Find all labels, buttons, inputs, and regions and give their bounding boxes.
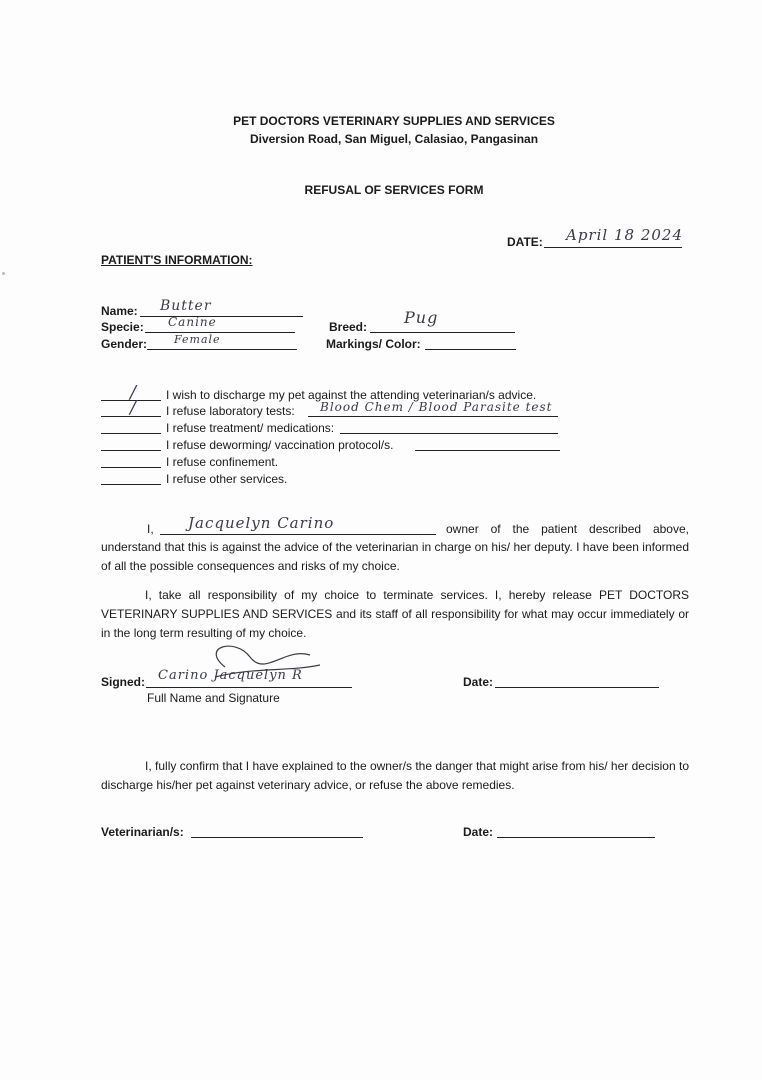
option-5-blank[interactable]: [101, 467, 161, 468]
gender-line: [147, 349, 297, 350]
company-name: PET DOCTORS VETERINARY SUPPLIES AND SERVICES: [233, 114, 555, 128]
statement1-line1: owner of the patient described above,: [446, 522, 689, 536]
option-2-text: I refuse laboratory tests:: [166, 404, 295, 418]
option-3-detail-line: [340, 433, 558, 434]
signed-label: Signed:: [101, 675, 145, 689]
date-value: April 18 2024: [566, 226, 683, 244]
option-3-text: I refuse treatment/ medications:: [166, 421, 335, 435]
statement1-prefix: I,: [147, 522, 154, 536]
statement1-text: understand that this is against the advice of the veterinarian in charge on his/ her deputy. I have been informed of all the possible consequences and risks of my choice.: [101, 540, 689, 573]
form-title: REFUSAL OF SERVICES FORM: [304, 183, 484, 197]
patient-section-title: PATIENT'S INFORMATION:: [101, 253, 253, 267]
option-6-text: I refuse other services.: [166, 472, 288, 486]
option-6-blank[interactable]: [101, 484, 161, 485]
markings-line: [425, 349, 516, 350]
date-line: [544, 247, 682, 248]
vet-date-line[interactable]: [497, 837, 655, 838]
owner-name-value: Jacquelyn Carino: [188, 514, 335, 532]
option-4-detail-line: [415, 450, 560, 451]
signature-line: [146, 687, 352, 688]
signature-caption: Full Name and Signature: [147, 691, 280, 705]
specie-value: Canine: [168, 315, 217, 329]
option-5-text: I refuse confinement.: [166, 455, 279, 469]
signed-date-line[interactable]: [495, 687, 659, 688]
option-3-blank[interactable]: [101, 433, 161, 434]
veterinarian-label: Veterinarian/s:: [101, 825, 184, 839]
scan-speck: [2, 272, 5, 275]
breed-line: [370, 332, 515, 333]
option-4-blank[interactable]: [101, 450, 161, 451]
company-address: Diversion Road, San Miguel, Calasiao, Pangasinan: [249, 132, 539, 146]
name-line: [140, 316, 303, 317]
option-4-text: I refuse deworming/ vaccination protocol/s.: [166, 438, 394, 452]
option-2-detail-line: [308, 416, 558, 417]
veterinarian-line[interactable]: [191, 837, 363, 838]
statement2-text: I, take all responsibility of my choice to terminate services. I, hereby release PET DOCTORS VETERINARY SUPPLIES AND SERVICES and its staff of all responsibility for what may occur immediately or in the long term resulting of my choice.: [101, 588, 689, 640]
signature-value: Carino Jacquelyn R: [158, 668, 303, 683]
owner-name-line: [160, 534, 436, 535]
gender-label: Gender:: [101, 337, 148, 351]
name-label: Name:: [101, 304, 138, 318]
breed-value: Pug: [404, 308, 439, 327]
option-2-check-mark: /: [130, 397, 138, 418]
option-1-check-mark: /: [130, 382, 138, 403]
gender-value: Female: [174, 333, 221, 346]
option-2-detail: Blood Chem / Blood Parasite test: [320, 400, 553, 414]
name-value: Butter: [160, 298, 212, 314]
statement3-text: I, fully confirm that I have explained to the owner/s the danger that might arise from his/ her decision to discharge his/her pet against veterinary advice, or refuse the above remedies.: [101, 759, 689, 792]
specie-label: Specie:: [101, 320, 144, 334]
markings-label: Markings/ Color:: [326, 337, 421, 351]
signed-date-label: Date:: [463, 675, 494, 689]
vet-date-label: Date:: [463, 825, 494, 839]
date-label: DATE:: [507, 235, 543, 249]
option-1-text: I wish to discharge my pet against the attending veterinarian/s advice.: [166, 388, 537, 402]
breed-label: Breed:: [329, 320, 368, 334]
